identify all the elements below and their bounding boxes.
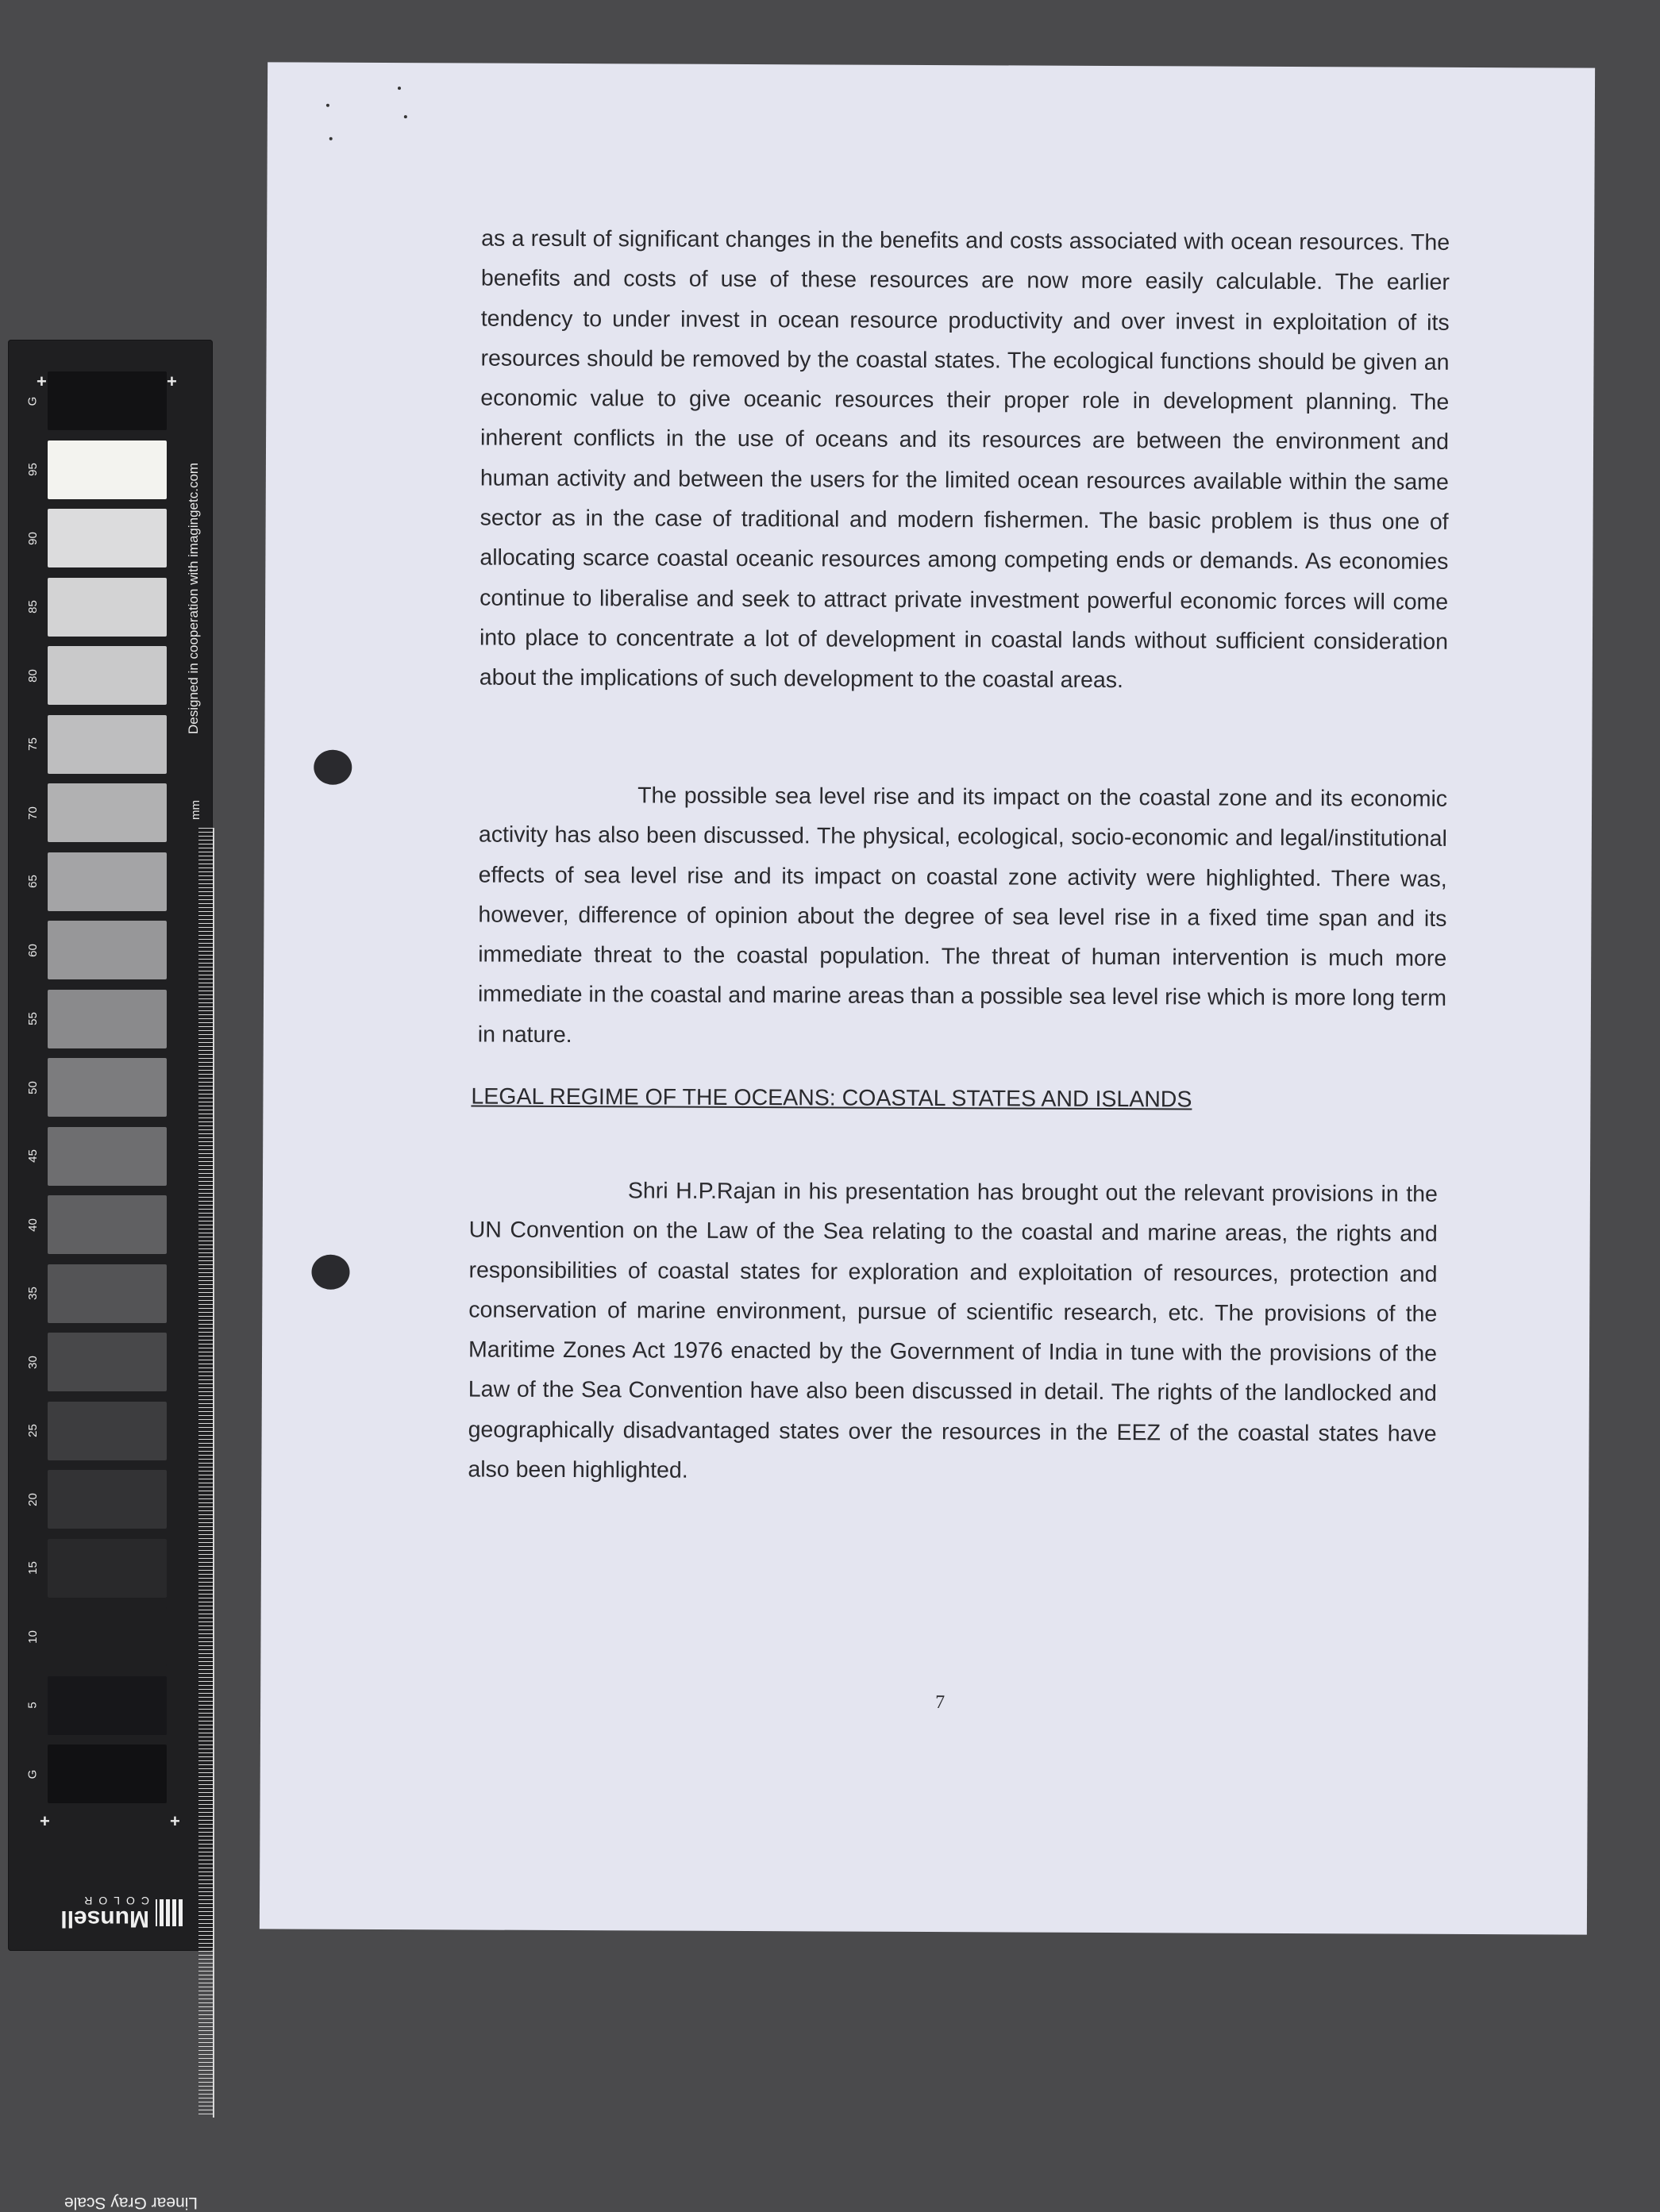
paper-speck (398, 87, 401, 90)
swatch-label: G (25, 396, 40, 406)
swatch-label: 5 (25, 1702, 40, 1709)
gray-swatch (48, 1058, 167, 1117)
swatch-label: 70 (25, 806, 40, 820)
gray-swatch (48, 1676, 167, 1735)
paper-speck (404, 115, 407, 118)
punch-hole-bottom (311, 1255, 349, 1290)
swatch-label: 95 (25, 463, 40, 476)
registration-mark-top-right: + (167, 371, 177, 391)
linear-gray-scale-label: Linear Gray Scale (64, 2194, 198, 2212)
swatch-label: 20 (25, 1492, 40, 1506)
swatch-label: 40 (25, 1218, 40, 1232)
brand-name: Munsell (60, 1906, 149, 1932)
gray-swatch (48, 646, 167, 705)
gray-scale-card (8, 340, 213, 2212)
gray-swatch (48, 1333, 167, 1391)
gray-swatch (48, 578, 167, 637)
gray-swatch (48, 783, 167, 842)
paragraph-1: as a result of significant changes in the benefits and costs associated with ocean resources. The benefits and costs of use of these resources are now more easily calculable. The earlier tendency to under invest in ocean resource productivity and over invest in exploitation of its resources should be removed by the coastal states. The ecological functions should be given an economic value to give oceanic resources their proper role in development planning. The inherent conflicts in the use of oceans and its resources are between the environment and human activity and between the users for the limited ocean resources available within the same sector as in the case of traditional and modern fishermen. The basic problem is thus one of allocating scarce coastal oceanic resources among competing ends or demands. As economies continue to liberalise and seek to attract private investment powerful economic forces will come into place to concentrate a lot of development in coastal lands without sufficient consideration about the implications of such development to the coastal areas. (479, 225, 1450, 694)
swatch-label: 55 (25, 1012, 40, 1025)
gray-swatch (48, 990, 167, 1048)
registration-mark-bottom-right: + (170, 1811, 180, 1831)
swatch-label: 25 (25, 1424, 40, 1437)
gray-swatch (48, 1127, 167, 1186)
swatch-label: 85 (25, 600, 40, 614)
gray-swatch (48, 509, 167, 567)
paper-speck (326, 104, 329, 107)
gray-swatch (48, 1264, 167, 1323)
gray-swatch (48, 1402, 167, 1460)
designed-by-text: Designed in cooperation with imagingetc.com (186, 462, 201, 734)
ruler-edge (213, 828, 214, 2118)
document-page (260, 62, 1595, 1934)
brand-sub: COLOR (78, 1895, 149, 1907)
swatch-label: 45 (25, 1149, 40, 1163)
swatch-label: 35 (25, 1287, 40, 1300)
section-heading: LEGAL REGIME OF THE OCEANS: COASTAL STATES AND ISLANDS (471, 1083, 1192, 1113)
page-number: 7 (935, 1692, 946, 1714)
gray-swatch (48, 1745, 167, 1803)
punch-hole-top (314, 750, 352, 785)
swatch-label: 30 (25, 1355, 40, 1369)
paper-speck (329, 137, 333, 140)
gray-swatch (48, 371, 167, 430)
gray-swatch (48, 1607, 167, 1666)
paragraph-3: Shri H.P.Rajan in his presentation has brought out the relevant provisions in the UN Convention on the Law of the Sea relating to the coastal and marine areas, the rights and responsibilities of coastal states for exploration and exploitation of resources, protection and conservation of marine environment, pursue of scientific research, etc. The provisions of the Maritime Zones Act 1976 enacted by the Government of India in tune with the provisions of the Law of the Sea Convention have also been discussed in detail. The rights of the landlocked and geographically disadvantaged states over the resources in the EEZ of the coastal states have also been highlighted. (468, 1178, 1438, 1483)
swatch-label: 60 (25, 943, 40, 957)
gray-swatch (48, 440, 167, 499)
swatch-label: 15 (25, 1561, 40, 1575)
munsell-logo-icon (156, 1899, 183, 1926)
munsell-brand (56, 1889, 183, 1937)
gray-swatch (48, 852, 167, 911)
swatch-label: 75 (25, 737, 40, 751)
ruler-unit-label: mm (189, 800, 202, 820)
gray-swatch (48, 715, 167, 774)
paragraph-2: The possible sea level rise and its impact on the coastal zone and its economic activity has also been discussed. The physical, ecological, socio-economic and legal/institutional effects of sea level rise and its impact on coastal zone activity were highlighted. There was, however, difference of opinion about the degree of sea level rise in a fixed time span and its immediate threat to the coastal population. The threat of human intervention is much more immediate in the coastal and marine areas than a possible sea level rise which is more long term in nature. (477, 783, 1448, 1048)
registration-mark-top-left: + (37, 371, 47, 391)
registration-mark-bottom-left: + (40, 1811, 50, 1831)
gray-swatch (48, 1195, 167, 1254)
gray-swatch (48, 1470, 167, 1529)
mm-ruler (198, 828, 214, 2118)
swatch-label: 80 (25, 668, 40, 683)
gray-swatch (48, 1539, 167, 1598)
swatch-label: G (25, 1769, 40, 1779)
swatch-label: 10 (25, 1629, 40, 1644)
swatch-label: 50 (25, 1080, 40, 1094)
swatch-label: 65 (25, 875, 40, 888)
gray-swatch (48, 921, 167, 979)
swatch-label: 90 (25, 531, 40, 545)
